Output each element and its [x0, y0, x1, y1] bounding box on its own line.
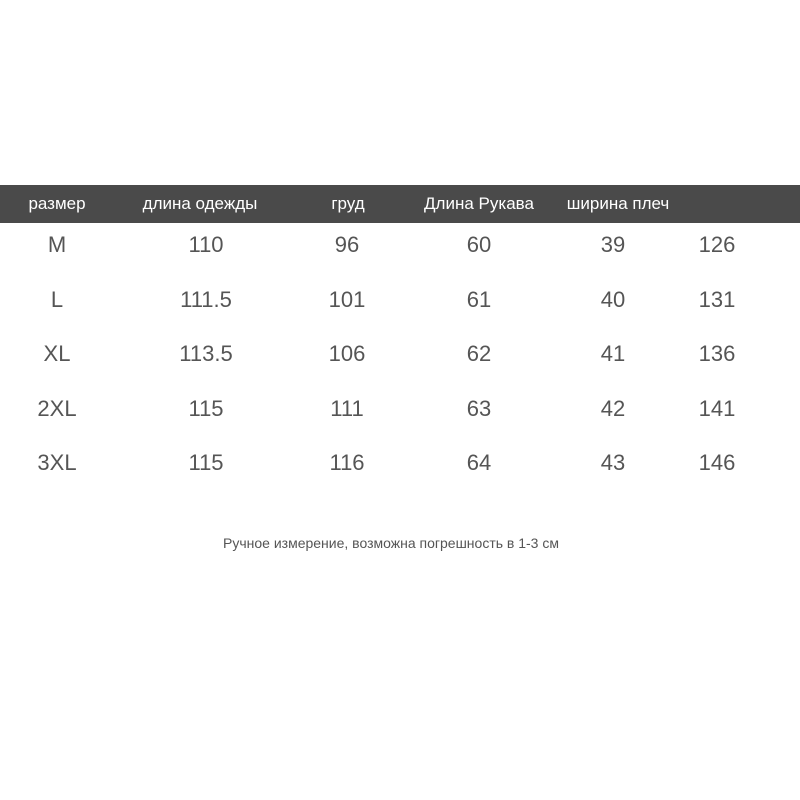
size-cell: XL — [43, 341, 71, 366]
table-row — [0, 441, 800, 496]
shoulder-width-cell: 43 — [600, 450, 626, 475]
extra-value-cell: 126 — [698, 232, 736, 257]
garment-length-cell: 111.5 — [180, 286, 232, 312]
size-cell: 3XL — [37, 450, 77, 475]
chest-cell: 96 — [334, 232, 360, 257]
sleeve-length-cell: 60 — [466, 232, 492, 257]
chest-cell: 116 — [329, 450, 365, 475]
sleeve-length-cell: 61 — [466, 286, 492, 312]
table-row — [0, 332, 800, 387]
size-cell: L — [50, 286, 64, 312]
extra-value-cell: 131 — [698, 286, 736, 312]
shoulder-width-cell: 39 — [600, 232, 626, 257]
header-garment-length: длина одежды — [142, 194, 258, 213]
shoulder-width-cell: 41 — [600, 341, 626, 366]
table-body — [0, 223, 800, 496]
sleeve-length-cell: 64 — [466, 450, 492, 475]
header-shoulder-width: ширина плеч — [566, 194, 670, 213]
sleeve-length-cell: 62 — [466, 341, 492, 366]
garment-length-cell: 113.5 — [179, 341, 233, 366]
shoulder-width-cell: 42 — [600, 395, 626, 421]
extra-value-cell: 136 — [698, 341, 736, 366]
sleeve-length-cell: 63 — [466, 395, 492, 421]
chest-cell: 111 — [330, 395, 364, 421]
size-cell: M — [47, 232, 67, 257]
extra-value-cell: 146 — [698, 450, 736, 475]
garment-length-cell: 115 — [188, 395, 224, 421]
header-chest: груд — [331, 194, 365, 213]
measurement-note: Ручное измерение, возможна погрешность в 1-3 см — [223, 535, 559, 551]
table-header-row — [0, 185, 800, 223]
extra-value-cell: 141 — [698, 395, 736, 421]
chest-cell: 106 — [328, 341, 366, 366]
header-size: размер — [28, 194, 86, 213]
table-row — [0, 223, 800, 278]
garment-length-cell: 115 — [188, 450, 224, 475]
garment-length-cell: 110 — [188, 232, 224, 257]
shoulder-width-cell: 40 — [600, 286, 626, 312]
chest-cell: 101 — [328, 286, 366, 312]
size-chart-table — [0, 185, 800, 496]
table-row — [0, 387, 800, 442]
size-cell: 2XL — [37, 395, 77, 421]
table-row — [0, 278, 800, 333]
header-sleeve-length: Длина Рукава — [424, 194, 534, 213]
